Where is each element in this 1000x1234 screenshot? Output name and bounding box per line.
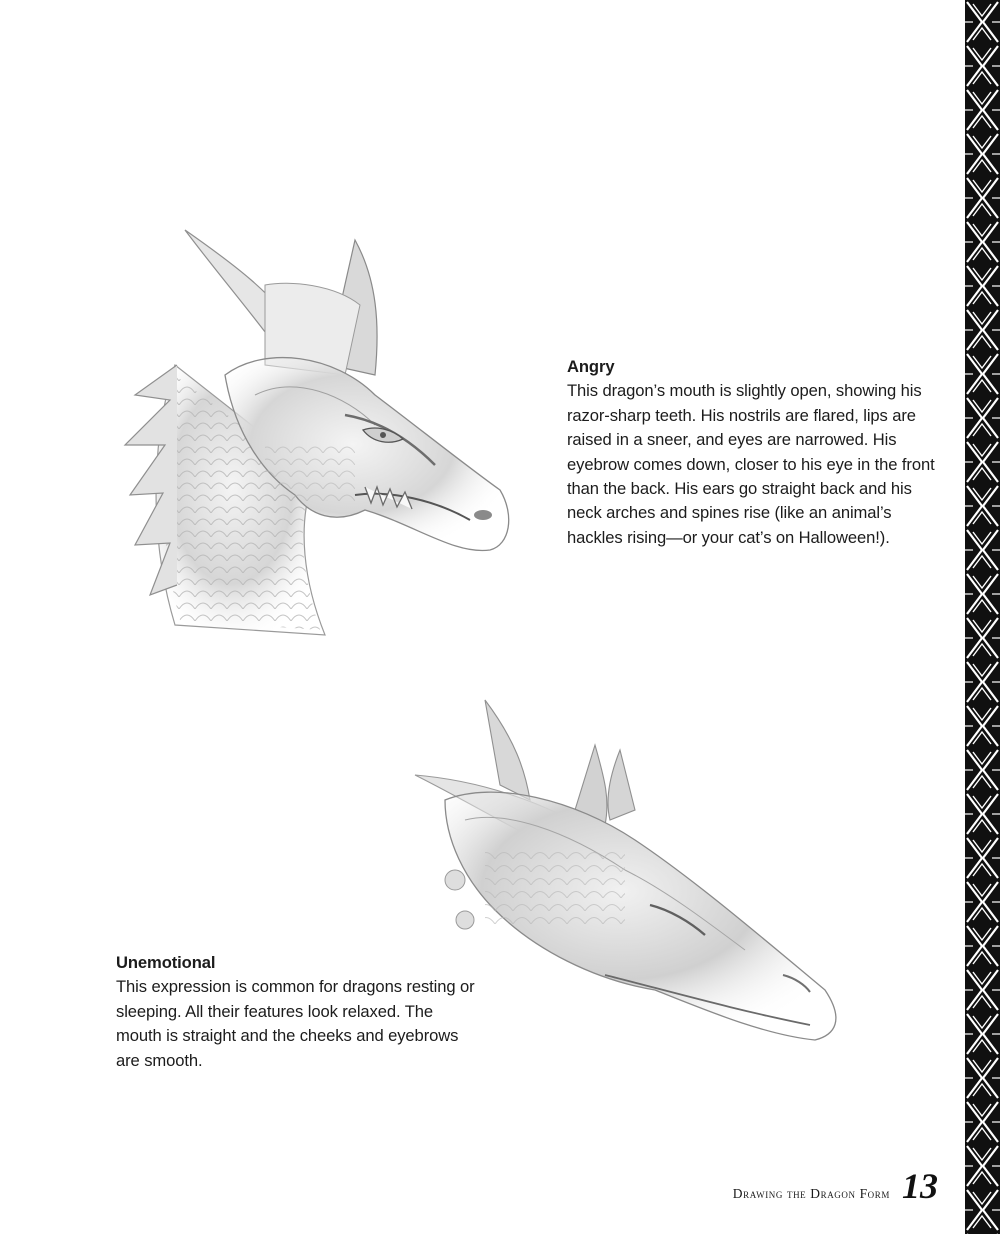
- angry-dragon-illustration: [115, 225, 535, 645]
- angry-dragon-head-icon: [115, 225, 535, 645]
- unemotional-text-line: mouth is straight and the cheeks and eyebrows: [116, 1026, 459, 1046]
- angry-heading: Angry: [567, 357, 615, 376]
- angry-text-line: eyebrow comes down, closer to his eye in the front: [567, 454, 935, 474]
- border-pattern-icon: [965, 0, 1000, 1234]
- unemotional-text-line: sleeping. All their features look relaxed. The: [116, 1001, 434, 1021]
- page-number: 13: [902, 1166, 938, 1206]
- angry-text-line: than the back. His ears go straight back and his: [567, 479, 912, 499]
- page-footer: [733, 1168, 938, 1204]
- angry-text-line: neck arches and spines rise (like an animal’s: [567, 503, 892, 523]
- angry-text-line: hackles rising—or your cat’s on Halloween!).: [567, 527, 890, 547]
- running-head: Drawing the Dragon Form: [732, 1186, 890, 1201]
- angry-text-line: razor-sharp teeth. His nostrils are flared, lips are: [567, 405, 916, 425]
- unemotional-text-line: This expression is common for dragons resting or: [116, 977, 475, 997]
- angry-text-line: raised in a sneer, and eyes are narrowed. His: [567, 430, 897, 450]
- unemotional-text-line: are smooth.: [116, 1050, 203, 1070]
- decorative-border: [965, 0, 1000, 1234]
- angry-description: [567, 355, 952, 550]
- unemotional-heading: Unemotional: [116, 953, 216, 972]
- angry-text-line: This dragon’s mouth is slightly open, showing his: [567, 381, 922, 401]
- unemotional-description: [116, 951, 486, 1073]
